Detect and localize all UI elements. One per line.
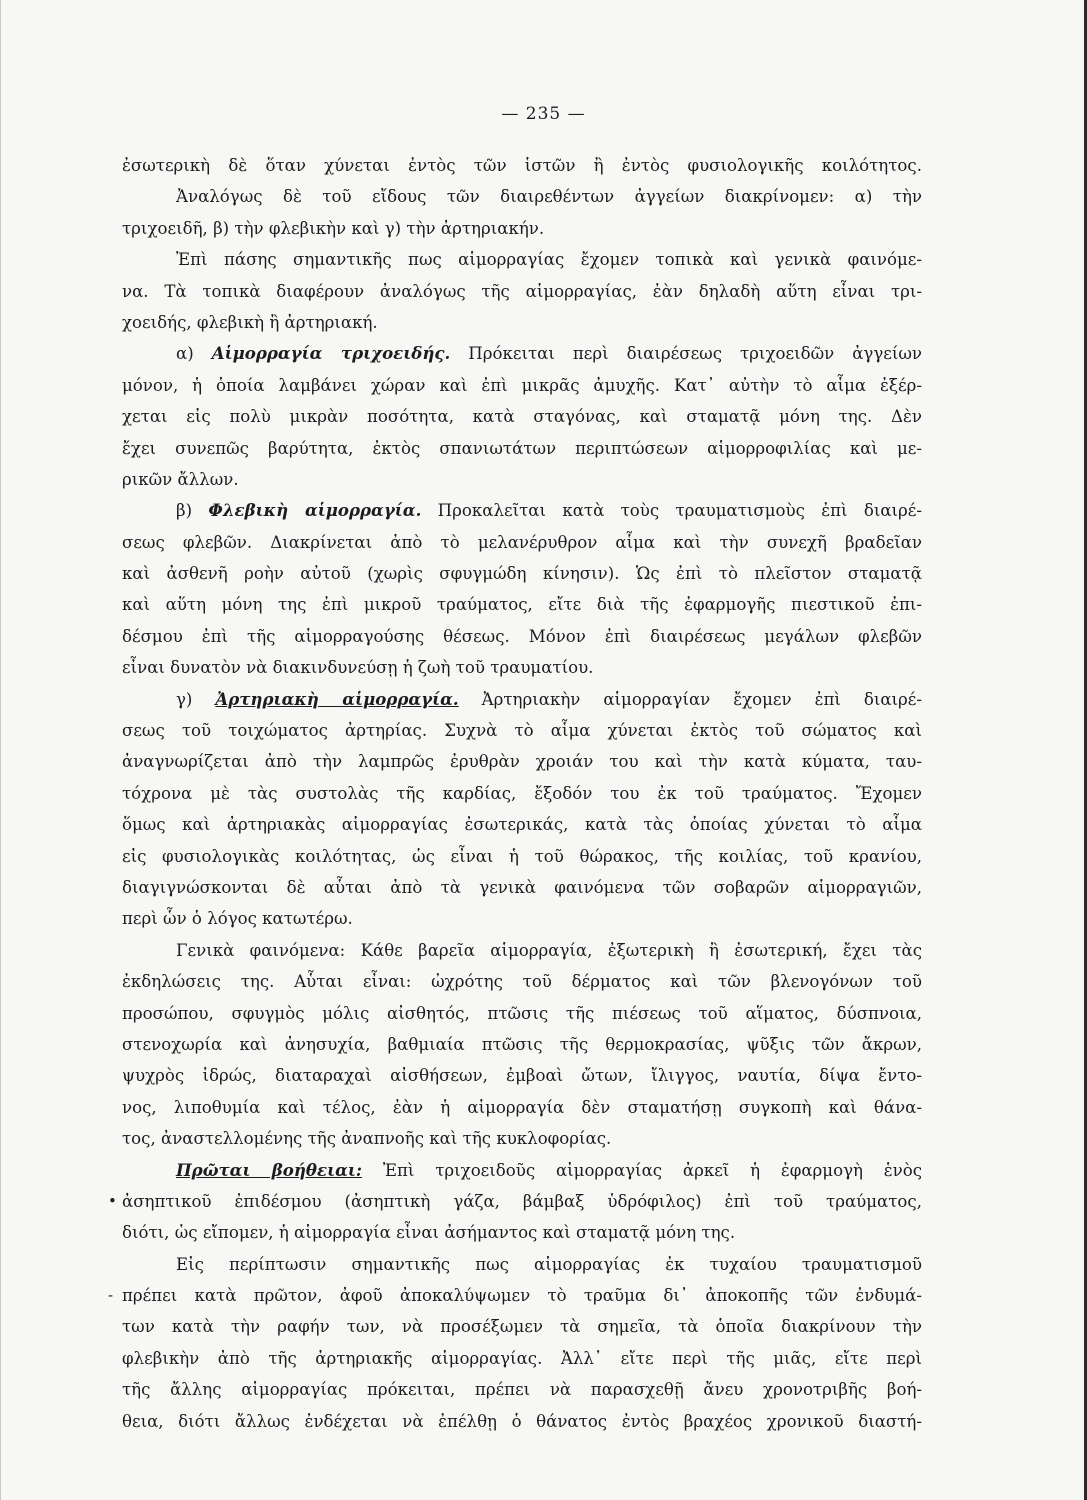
text-line: χοειδής, φλεβικὴ ἢ ἀρτηριακή. xyxy=(122,312,378,332)
text-line: τριχοειδῆ, β) τὴν φλεβικὴν καὶ γ) τὴν ἀρτηριακήν. xyxy=(122,218,545,238)
text-line: Ἀναλόγως δὲ τοῦ εἴδους τῶν διαιρεθέντων ἀγγείων διακρίνομεν: α) τὴν xyxy=(176,187,922,207)
text-line: Ἐπὶ πάσης σημαντικῆς πως αἱμορραγίας ἔχομεν τοπικὰ καὶ γενικὰ φαινόμε- xyxy=(176,250,922,270)
text-line: β) Φλεβικὴ αἱμορραγία. Προκαλεῖται κατὰ τοὺς τραυματισμοὺς ἐπὶ διαιρέ- xyxy=(176,500,923,521)
section-heading-arterial: Ἀρτηριακὴ αἱμορραγία. xyxy=(215,688,459,709)
text-line: ἔχει συνεπῶς βαρύτητα, ἐκτὸς σπανιωτάτων περιπτώσεων αἱμορροφιλίας καὶ με- xyxy=(122,438,922,458)
text-line: φλεβικὴν ἀπὸ τῆς ἀρτηριακῆς αἱμορραγίας. Ἀλλ᾽ εἴτε περὶ τῆς μιᾶς, εἴτε περὶ xyxy=(122,1348,922,1368)
text-line: σεως φλεβῶν. Διακρίνεται ἀπὸ τὸ μελανέρυθρον αἷμα καὶ τὴν συνεχῆ βραδεῖαν xyxy=(122,532,922,552)
text-line: ψυχρὸς ἱδρώς, διαταραχαὶ αἰσθήσεων, ἐμβοαὶ ὤτων, ἴλιγγος, ναυτία, δίψα ἔντο- xyxy=(122,1066,922,1086)
text-line: τόχρονα μὲ τὰς συστολὰς τῆς καρδίας, ἔξοδόν του ἐκ τοῦ τραύματος. Ἔχομεν xyxy=(122,783,922,803)
text-line: • ἀσηπτικοῦ ἐπιδέσμου (ἀσηπτικὴ γάζα, βάμβαξ ὑδρόφιλος) ἐπὶ τοῦ τραύματος, xyxy=(122,1186,922,1217)
text-line: γ) Ἀρτηριακὴ αἱμορραγία. Ἀρτηριακὴν αἱμορραγίαν ἔχομεν ἐπὶ διαιρέ- xyxy=(176,688,923,709)
page-number: — 235 — xyxy=(501,104,586,124)
text-line: περὶ ὧν ὁ λόγος κατωτέρω. xyxy=(122,909,353,929)
text-line: ὅμως καὶ ἀρτηριακὰς αἱμορραγίας ἐσωτερικάς, κατὰ τὰς ὁποίας χύνεται τὸ αἷμα xyxy=(122,815,922,835)
margin-dash: - xyxy=(108,1286,114,1305)
text-line: Εἰς περίπτωσιν σημαντικῆς πως αἱμορραγίας ἐκ τυχαίου τραυματισμοῦ xyxy=(176,1254,922,1274)
section-heading-first-aid: Πρῶται βοήθειαι: xyxy=(176,1159,363,1180)
scan-edge-left xyxy=(0,0,1,1500)
text-line: ρικῶν ἄλλων. xyxy=(122,469,239,489)
text-line: δέσμου ἐπὶ τῆς αἱμορραγούσης θέσεως. Μόνον ἐπὶ διαιρέσεως μεγάλων φλεβῶν xyxy=(122,626,922,646)
text-line: καὶ ἀσθενῆ ροὴν αὐτοῦ (χωρὶς σφυγμώδη κίνησιν). Ὡς ἐπὶ τὸ πλεῖστον σταματᾷ xyxy=(122,564,922,584)
text-line: ἀναγνωρίζεται ἀπὸ τὴν λαμπρῶς ἐρυθρὰν χροιάν του καὶ τὴν κατὰ κύματα, ταυ- xyxy=(122,752,922,772)
text-line: προσώπου, σφυγμὸς μόλις αἰσθητός, πτῶσις τῆς πιέσεως τοῦ αἵματος, δύσπνοια, xyxy=(122,1003,922,1023)
text-line: ἐσωτερικὴ δὲ ὅταν χύνεται ἐντὸς τῶν ἱστῶν ἢ ἐντὸς φυσιολογικῆς κοιλότητος. xyxy=(122,156,922,175)
text-line: διαγιγνώσκονται δὲ αὗται ἀπὸ τὰ γενικὰ φαινόμενα τῶν σοβαρῶν αἱμορραγιῶν, xyxy=(122,877,922,897)
text-line: καὶ αὕτη μόνη της ἐπὶ μικροῦ τραύματος, εἴτε διὰ τῆς ἐφαρμογῆς πιεστικοῦ ἐπι- xyxy=(122,595,922,615)
text-line: στενοχωρία καὶ ἀνησυχία, βαθμιαία πτῶσις τῆς θερμοκρασίας, ψῦξις τῶν ἄκρων, xyxy=(122,1034,922,1054)
section-heading-capillary: Αἱμορραγία τριχοειδής. xyxy=(211,343,451,364)
text-line: - πρέπει κατὰ πρῶτον, ἀφοῦ ἀποκαλύψωμεν τὸ τραῦμα δι᾽ ἀποκοπῆς τῶν ἐνδυμά- xyxy=(122,1280,922,1311)
body-text xyxy=(108,150,923,1437)
text-line: α) Αἱμορραγία τριχοειδής. Πρόκειται περὶ διαιρέσεως τριχοειδῶν ἀγγείων xyxy=(176,343,922,364)
text-line: Γενικὰ φαινόμενα: Κάθε βαρεῖα αἱμορραγία, ἐξωτερικὴ ἢ ἐσωτερική, ἔχει τὰς xyxy=(176,940,922,960)
text-line: μόνον, ἡ ὁποία λαμβάνει χώραν καὶ ἐπὶ μικρᾶς ἀμυχῆς. Κατ᾽ αὐτὴν τὸ αἷμα ἐξέρ- xyxy=(122,375,922,395)
margin-dot: • xyxy=(108,1191,117,1210)
text-line: ἐκδηλώσεις της. Αὗται εἶναι: ὠχρότης τοῦ δέρματος καὶ τῶν βλενογόνων τοῦ xyxy=(122,972,922,992)
text-line: διότι, ὡς εἴπομεν, ἡ αἱμορραγία εἶναι ἀσήμαντος καὶ σταματᾷ μόνη της. xyxy=(122,1223,736,1243)
text-line: των κατὰ τὴν ραφήν των, νὰ προσέξωμεν τὰ σημεῖα, τὰ ὁποῖα διακρίνουν τὴν xyxy=(122,1317,922,1337)
text-line: θεια, διότι ἄλλως ἐνδέχεται νὰ ἐπέλθῃ ὁ θάνατος ἐντὸς βραχέος χρονικοῦ διαστή- xyxy=(122,1411,922,1431)
text-line: εἶναι δυνατὸν νὰ διακινδυνεύσῃ ἡ ζωὴ τοῦ τραυματίου. xyxy=(122,658,594,678)
text-line: Πρῶται βοήθειαι: Ἐπὶ τριχοειδοῦς αἱμορραγίας ἀρκεῖ ἡ ἐφαρμογὴ ἑνὸς xyxy=(176,1159,923,1180)
text-line: εἰς φυσιολογικὰς κοιλότητας, ὡς εἶναι ἡ τοῦ θώρακος, τῆς κοιλίας, τοῦ κρανίου, xyxy=(122,846,922,866)
text-line: τῆς ἄλλης αἱμορραγίας πρόκειται, πρέπει νὰ παρασχεθῇ ἄνευ χρονοτριβῆς βοή- xyxy=(122,1380,922,1400)
text-line: τος, ἀναστελλομένης τῆς ἀναπνοῆς καὶ τῆς κυκλοφορίας. xyxy=(122,1129,612,1149)
text-line: νος, λιποθυμία καὶ τέλος, ἐὰν ἡ αἱμορραγία δὲν σταματήσῃ συγκοπὴ καὶ θάνα- xyxy=(122,1097,922,1117)
section-heading-venous: Φλεβικὴ αἱμορραγία. xyxy=(208,500,422,521)
text-line: σεως τοῦ τοιχώματος ἀρτηρίας. Συχνὰ τὸ αἷμα χύνεται ἐκτὸς τοῦ σώματος καὶ xyxy=(122,721,922,741)
text-line: χεται εἰς πολὺ μικρὰν ποσότητα, κατὰ σταγόνας, καὶ σταματᾷ μόνη της. Δὲν xyxy=(122,407,922,427)
text-line: να. Τὰ τοπικὰ διαφέρουν ἀναλόγως τῆς αἱμορραγίας, ἐὰν δηλαδὴ αὕτη εἶναι τρι- xyxy=(122,281,922,301)
